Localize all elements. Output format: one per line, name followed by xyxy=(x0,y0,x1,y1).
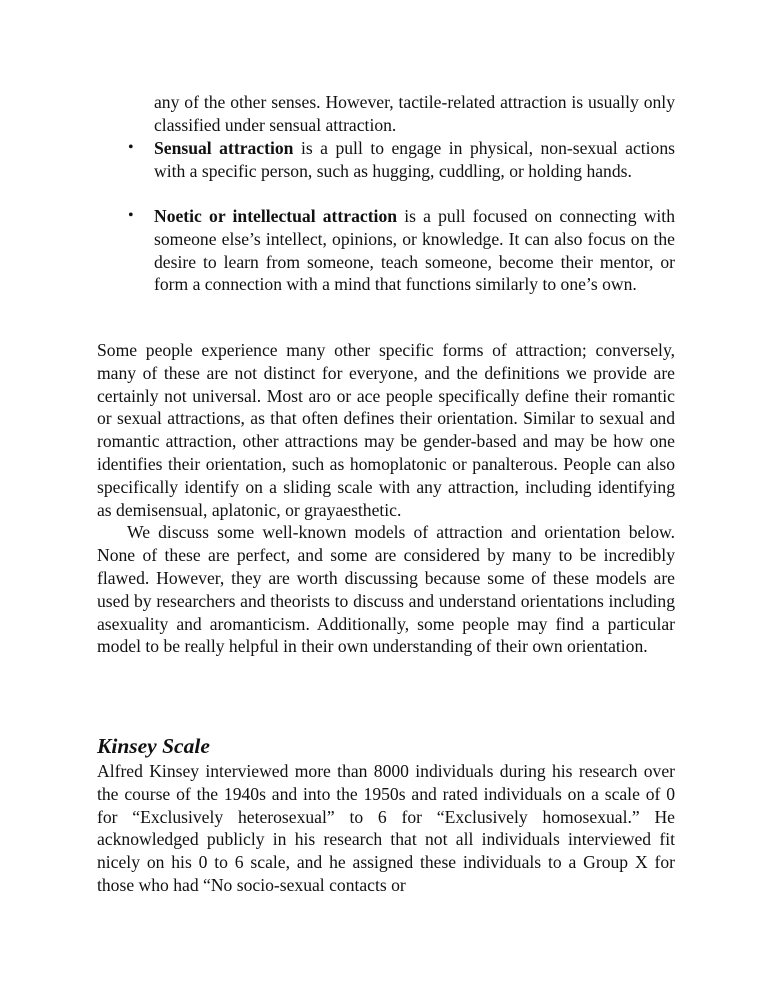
body-text xyxy=(97,339,675,658)
section-body xyxy=(97,760,675,897)
paragraph-kinsey: Alfred Kinsey interviewed more than 8000 individuals during his research over the course of the 1940s and into the 1950s and rated individuals on a scale of 0 for “Exclusively heterosexual” to 6 for “Exclusively homosexual.” He acknowledged publicly in his research that not all individuals interviewed fit nicely on his 0 to 6 scale, and he assigned these individuals to a Group X for those who had “No socio-sexual contacts or xyxy=(97,761,675,895)
bullet-text: is a pull to engage in physical, non-sexual actions with a specific person, such as hugging, cuddling, or holding hands. xyxy=(154,138,676,181)
bullet-paragraph xyxy=(154,137,675,183)
bullet-term: Sensual attraction xyxy=(154,138,294,158)
bullet-term: Noetic or intellectual attraction xyxy=(154,206,398,226)
bullet-paragraph xyxy=(154,205,675,296)
section-heading: Kinsey Scale xyxy=(97,734,210,758)
list-item-continuation xyxy=(154,91,675,137)
continuation-text: any of the other senses. However, tactile-related attraction is usually only classified under sensual attraction. xyxy=(154,92,675,135)
list-item-sensual-attraction xyxy=(128,137,676,183)
bullet-icon: • xyxy=(128,139,134,156)
paragraph-models-intro: We discuss some well-known models of attraction and orientation below. None of these are perfect, and some are considered by many to be incredibly flawed. However, they are worth discussing because some of these models are used by researchers and theorists to discuss and understand orientations including asexuality and aromanticism. Additionally, some people may find a particular model to be really helpful in their own understanding of their own orientation. xyxy=(97,522,675,657)
bullet-text: is a pull focused on connecting with someone else’s intellect, opinions, or knowledge. It can also focus on the desire to learn from someone, teach someone, become their mentor, or form a connection with a mind that functions similarly to one’s own. xyxy=(154,206,675,295)
list-item-noetic-attraction xyxy=(128,205,675,296)
bullet-icon: • xyxy=(128,207,134,224)
paragraph-attraction-forms: Some people experience many other specific forms of attraction; conversely, many of these are not distinct for everyone, and the definitions we provide are certainly not universal. Most aro or ace people specifically define their romantic or sexual attractions, as that often defines their orientation. Similar to sexual and romantic attraction, other attractions may be gender-based and may be how one identifies their orientation, such as homoplatonic or panalterous. People can also specifically identify on a sliding scale with any attraction, including identifying as demisensual, aplatonic, or grayaesthetic. xyxy=(97,340,675,520)
